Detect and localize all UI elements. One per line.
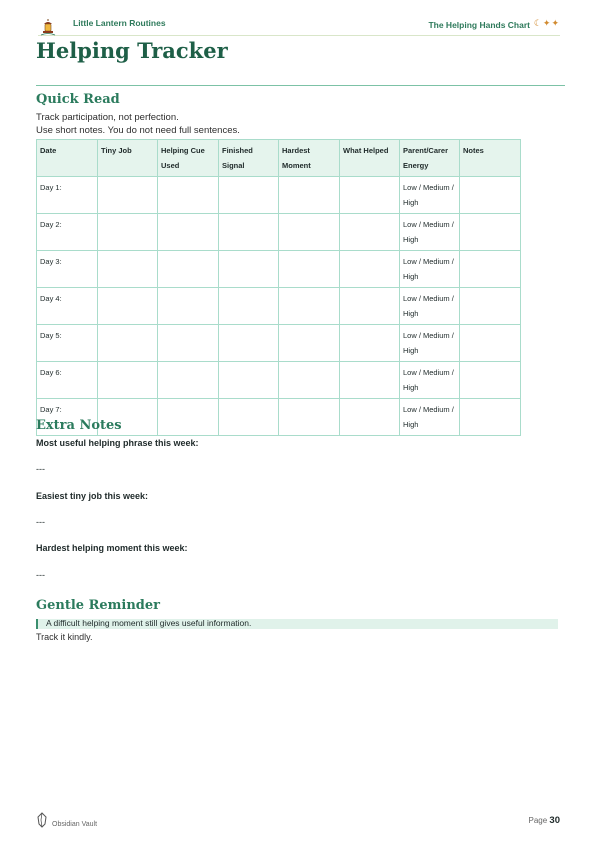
cell-finished-signal[interactable] bbox=[219, 399, 279, 436]
question-useful-phrase: Most useful helping phrase this week: bbox=[36, 438, 199, 448]
cell-finished-signal[interactable] bbox=[219, 288, 279, 325]
cell-what-helped[interactable] bbox=[340, 288, 400, 325]
table-row bbox=[37, 177, 521, 214]
table-row bbox=[37, 251, 521, 288]
cell-finished-signal[interactable] bbox=[219, 251, 279, 288]
cell-energy[interactable]: Low / Medium / High bbox=[400, 251, 460, 288]
column-header-helping-cue: Helping Cue Used bbox=[158, 140, 219, 177]
cell-finished-signal[interactable] bbox=[219, 325, 279, 362]
cell-energy[interactable]: Low / Medium / High bbox=[400, 214, 460, 251]
column-header-finished-signal: Finished Signal bbox=[219, 140, 279, 177]
footer-page-number bbox=[529, 815, 561, 826]
cell-helping-cue[interactable] bbox=[158, 177, 219, 214]
question-easiest-job: Easiest tiny job this week: bbox=[36, 491, 149, 501]
answer-useful-phrase[interactable]: --- bbox=[36, 464, 45, 474]
cell-hardest-moment[interactable] bbox=[279, 288, 340, 325]
reminder-quote-text: A difficult helping moment still gives useful information. bbox=[46, 618, 252, 628]
obsidian-logo-icon bbox=[36, 812, 48, 828]
answer-hardest-moment[interactable]: --- bbox=[36, 570, 45, 580]
column-header-tiny-job: Tiny Job bbox=[98, 140, 158, 177]
cell-what-helped[interactable] bbox=[340, 251, 400, 288]
chart-title: The Helping Hands Chart bbox=[428, 20, 530, 30]
cell-energy[interactable]: Low / Medium / High bbox=[400, 288, 460, 325]
cell-helping-cue[interactable] bbox=[158, 251, 219, 288]
cell-notes[interactable] bbox=[460, 214, 521, 251]
cell-helping-cue[interactable] bbox=[158, 399, 219, 436]
cell-notes[interactable] bbox=[460, 362, 521, 399]
gentle-reminder-heading: Gentle Reminder bbox=[36, 598, 160, 613]
cell-hardest-moment[interactable] bbox=[279, 177, 340, 214]
column-header-hardest-moment: Hardest Moment bbox=[279, 140, 340, 177]
cell-notes[interactable] bbox=[460, 325, 521, 362]
cell-notes[interactable] bbox=[460, 399, 521, 436]
cell-hardest-moment[interactable] bbox=[279, 214, 340, 251]
extra-notes-heading: Extra Notes bbox=[36, 418, 122, 433]
cell-date: Day 6: bbox=[37, 362, 98, 399]
question-hardest-moment: Hardest helping moment this week: bbox=[36, 543, 188, 553]
table-row bbox=[37, 325, 521, 362]
lantern-logo-icon bbox=[40, 18, 56, 38]
cell-date: Day 2: bbox=[37, 214, 98, 251]
page-number: 30 bbox=[549, 815, 560, 826]
cell-what-helped[interactable] bbox=[340, 214, 400, 251]
cell-tiny-job[interactable] bbox=[98, 288, 158, 325]
cell-date: Day 7: bbox=[37, 399, 98, 436]
page-header bbox=[38, 14, 560, 36]
page-title: Helping Tracker bbox=[36, 38, 228, 63]
moon-star-decoration: ☾✦✦ bbox=[533, 18, 560, 28]
cell-hardest-moment[interactable] bbox=[279, 399, 340, 436]
quick-read-line-2: Use short notes. You do not need full sentences. bbox=[36, 125, 240, 136]
cell-what-helped[interactable] bbox=[340, 399, 400, 436]
cell-date: Day 5: bbox=[37, 325, 98, 362]
column-header-energy: Parent/Carer Energy bbox=[400, 140, 460, 177]
page-label: Page bbox=[528, 816, 548, 825]
cell-finished-signal[interactable] bbox=[219, 177, 279, 214]
quick-read-heading: Quick Read bbox=[36, 92, 120, 107]
table-row bbox=[37, 362, 521, 399]
cell-helping-cue[interactable] bbox=[158, 214, 219, 251]
table-row bbox=[37, 214, 521, 251]
answer-easiest-job[interactable]: --- bbox=[36, 517, 45, 527]
column-header-notes: Notes bbox=[460, 140, 521, 177]
cell-energy[interactable]: Low / Medium / High bbox=[400, 325, 460, 362]
helping-tracker-table bbox=[36, 139, 521, 436]
cell-date: Day 1: bbox=[37, 177, 98, 214]
cell-hardest-moment[interactable] bbox=[279, 251, 340, 288]
cell-helping-cue[interactable] bbox=[158, 325, 219, 362]
cell-energy[interactable]: Low / Medium / High bbox=[400, 362, 460, 399]
cell-hardest-moment[interactable] bbox=[279, 325, 340, 362]
cell-tiny-job[interactable] bbox=[98, 362, 158, 399]
cell-energy[interactable]: Low / Medium / High bbox=[400, 177, 460, 214]
cell-helping-cue[interactable] bbox=[158, 288, 219, 325]
cell-tiny-job[interactable] bbox=[98, 325, 158, 362]
table-row bbox=[37, 288, 521, 325]
cell-what-helped[interactable] bbox=[340, 362, 400, 399]
cell-helping-cue[interactable] bbox=[158, 362, 219, 399]
footer-vault-name: Obsidian Vault bbox=[52, 821, 98, 828]
quick-read-line-1: Track participation, not perfection. bbox=[36, 112, 179, 123]
cell-what-helped[interactable] bbox=[340, 177, 400, 214]
cell-energy[interactable]: Low / Medium / High bbox=[400, 399, 460, 436]
cell-date: Day 4: bbox=[37, 288, 98, 325]
cell-tiny-job[interactable] bbox=[98, 177, 158, 214]
cell-tiny-job[interactable] bbox=[98, 251, 158, 288]
cell-what-helped[interactable] bbox=[340, 325, 400, 362]
column-header-what-helped: What Helped bbox=[340, 140, 400, 177]
column-header-date: Date bbox=[37, 140, 98, 177]
cell-notes[interactable] bbox=[460, 177, 521, 214]
cell-date: Day 3: bbox=[37, 251, 98, 288]
brand-name: Little Lantern Routines bbox=[73, 18, 166, 28]
table-header-row bbox=[37, 140, 521, 177]
cell-notes[interactable] bbox=[460, 288, 521, 325]
cell-tiny-job[interactable] bbox=[98, 214, 158, 251]
cell-finished-signal[interactable] bbox=[219, 214, 279, 251]
cell-finished-signal[interactable] bbox=[219, 362, 279, 399]
reminder-callout bbox=[36, 619, 558, 629]
cell-hardest-moment[interactable] bbox=[279, 362, 340, 399]
reminder-line: Track it kindly. bbox=[36, 632, 93, 642]
title-divider bbox=[36, 85, 565, 86]
cell-notes[interactable] bbox=[460, 251, 521, 288]
